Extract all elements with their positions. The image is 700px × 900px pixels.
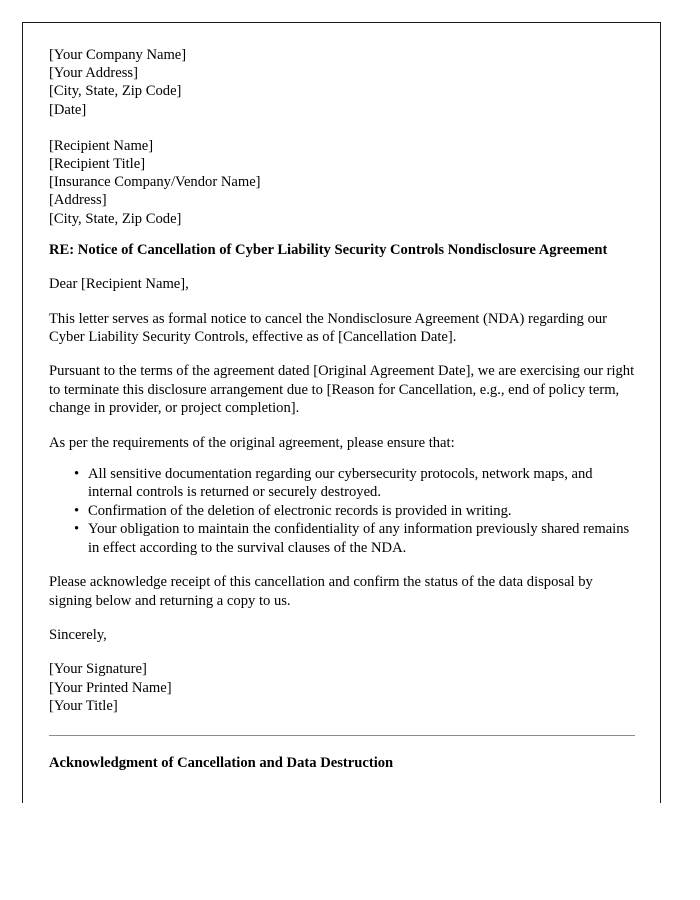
letter-content <box>49 46 636 772</box>
title-placeholder: [Your Title] <box>49 697 118 714</box>
address-block-spacer <box>49 119 636 137</box>
sender-company-name: [Your Company Name] <box>49 47 187 63</box>
salutation: Dear [Recipient Name], <box>49 276 189 293</box>
list-item: • Confirmation of the deletion of electronic records is provided in writing. <box>49 502 636 520</box>
paragraph-termination-basis: Pursuant to the terms of the agreement dated [Original Agreement Date], we are exercising our right to terminate this disclosure arrangement due to [Reason for Cancellation, e.g., end of policy term, change in provider, or project completion]. <box>49 363 635 417</box>
recipient-address: [Address] <box>49 192 107 209</box>
letter-date: [Date] <box>49 101 87 118</box>
paragraph-requirements-intro: As per the requirements of the original agreement, please ensure that: <box>49 434 455 451</box>
recipient-title: [Recipient Title] <box>49 156 146 173</box>
document-page <box>22 22 661 803</box>
recipient-address-block <box>49 137 636 228</box>
paragraph-acknowledge-receipt: Please acknowledge receipt of this cancellation and confirm the status of the data disposal by signing below and returning a copy to us. <box>49 574 593 609</box>
paragraph-notice-of-cancellation: This letter serves as formal notice to cancel the Nondisclosure Agreement (NDA) regarding our Cyber Liability Security Controls, effective as of [Cancellation Date]. <box>49 310 608 346</box>
list-item: • All sensitive documentation regarding our cybersecurity protocols, network maps, and internal controls is returned or securely destroyed. <box>49 465 636 502</box>
sender-address: [Your Address] <box>49 65 138 82</box>
recipient-company-name: [Insurance Company/Vendor Name] <box>49 174 261 191</box>
requirements-list <box>49 452 636 557</box>
sender-city-state-zip: [City, State, Zip Code] <box>49 83 182 100</box>
sender-address-block <box>49 46 636 119</box>
subject-line: RE: Notice of Cancellation of Cyber Liability Security Controls Nondisclosure Agreement <box>49 241 608 258</box>
printed-name-placeholder: [Your Printed Name] <box>49 679 172 696</box>
signature-block <box>49 644 636 715</box>
closing-salutation: Sincerely, <box>49 626 107 643</box>
signature-placeholder: [Your Signature] <box>49 661 147 678</box>
list-item: • Your obligation to maintain the confidentiality of any information previously shared remains in effect according to the survival clauses of the NDA. <box>49 520 636 557</box>
recipient-city-state-zip: [City, State, Zip Code] <box>49 210 182 227</box>
acknowledgment-section-heading: Acknowledgment of Cancellation and Data Destruction <box>49 754 394 771</box>
recipient-name: [Recipient Name] <box>49 137 154 154</box>
